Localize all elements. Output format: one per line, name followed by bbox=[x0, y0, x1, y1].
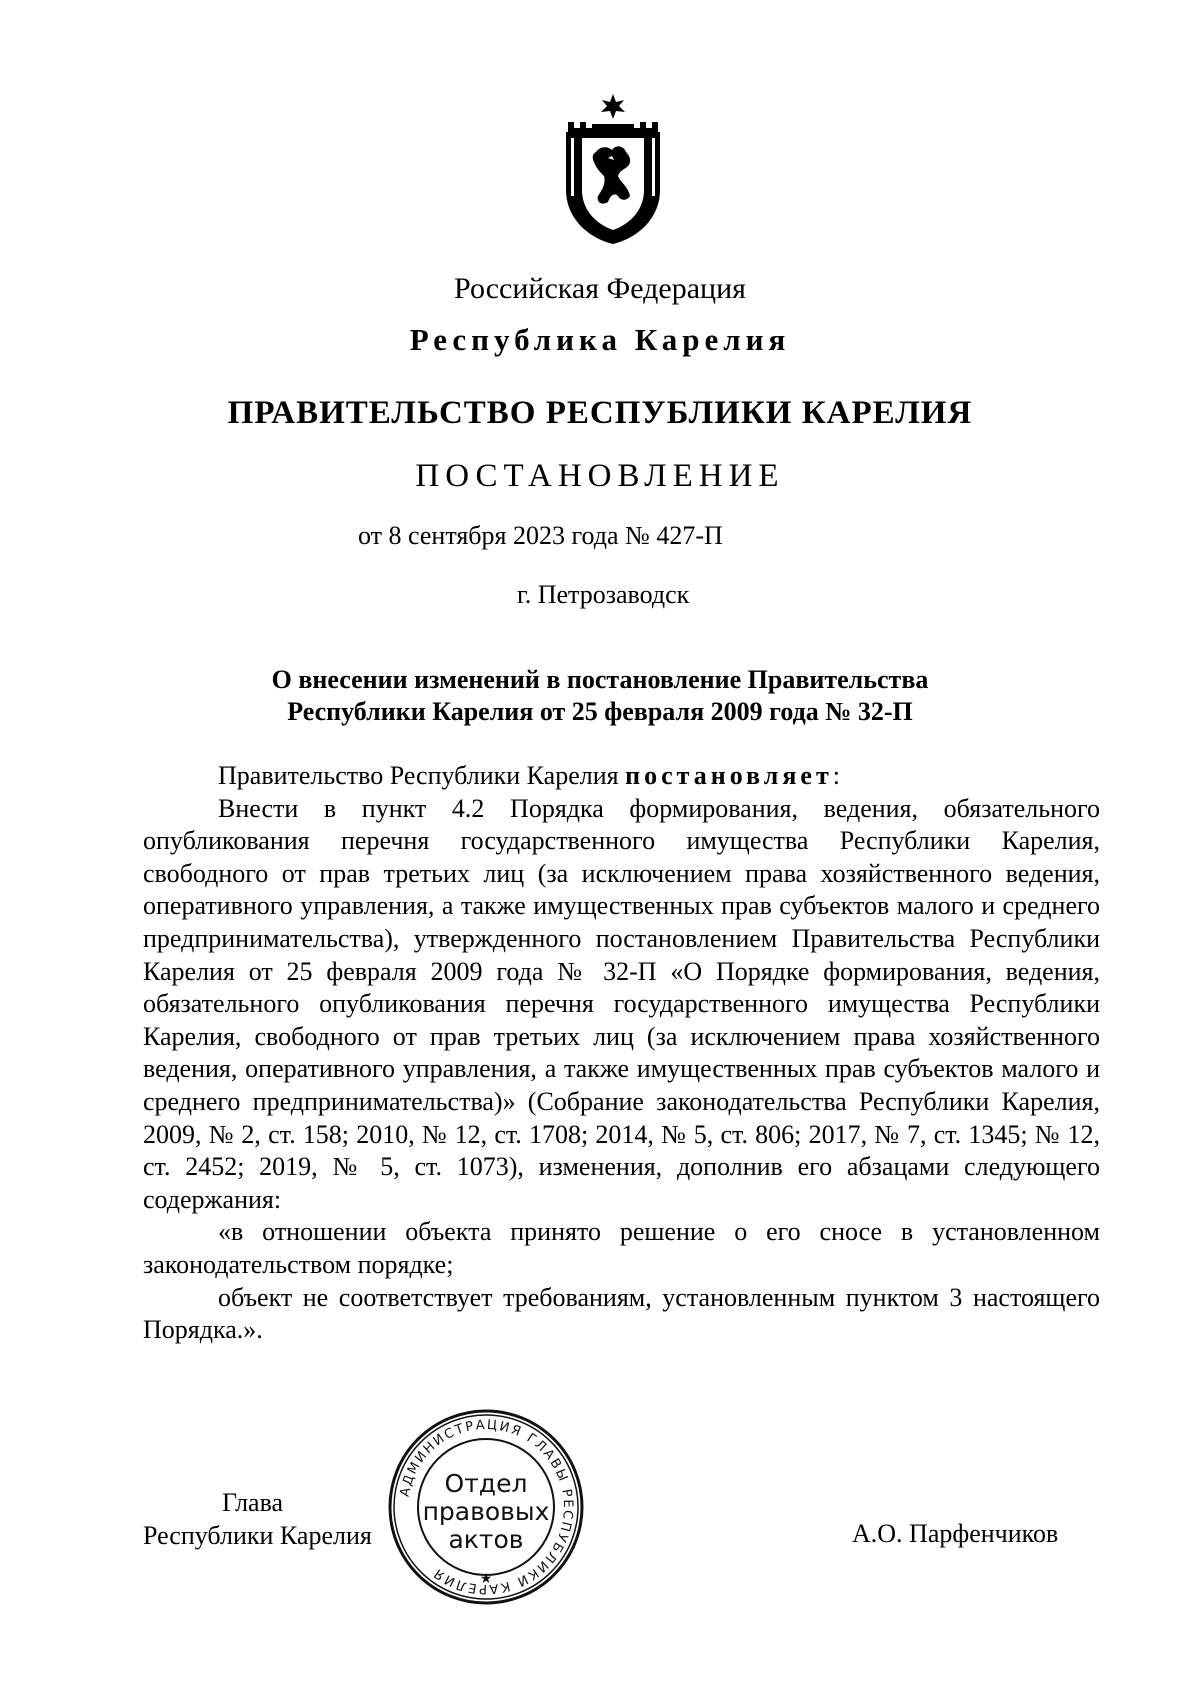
subject-line-1: О внесении изменений в постановление Правительства bbox=[271, 665, 929, 694]
stamp-ring-text: АДМИНИСТРАЦИЯ ГЛАВЫ РЕСПУБЛИКИ КАРЕЛИЯ bbox=[397, 1417, 576, 1597]
quote-paragraph-1: «в отношении объекта принято решение о его сносе в установленном законодательством порядке; bbox=[143, 1217, 1100, 1279]
signatory-title-line-1: Глава bbox=[222, 1488, 284, 1517]
quote-paragraph-2: объект не соответствует требованиям, установленным пунктом 3 настоящего Порядка.». bbox=[143, 1282, 1100, 1345]
document-type: ПОСТАНОВЛЕНИЕ bbox=[415, 458, 785, 494]
document-body bbox=[143, 760, 1100, 1347]
document-city: г. Петрозаводск bbox=[517, 580, 690, 609]
document-date-number: от 8 сентября 2023 года № 427-П bbox=[358, 521, 723, 550]
stamp-line-2: правовых bbox=[422, 1497, 550, 1526]
decree-word: постановляет bbox=[625, 761, 833, 790]
stamp-line-3: актов bbox=[448, 1525, 524, 1554]
document-subject bbox=[0, 664, 1200, 728]
signatory-name: А.О. Парфенчиков bbox=[852, 1519, 1059, 1548]
karelia-coat-of-arms-icon bbox=[562, 92, 664, 246]
legal-department-stamp bbox=[386, 1407, 586, 1607]
republic-name: Республика Карелия bbox=[409, 322, 791, 357]
signatory-title-line-2: Республики Карелия bbox=[143, 1521, 372, 1550]
main-paragraph: Внести в пункт 4.2 Порядка формирования, ведения, обязательного опубликования перечня государственного имущества Республики Карелия, свободного от прав третьих лиц (за исключением права хозяйственного ведения, оперативного управления, а также имущественных прав субъектов малого и среднего предпринимательства), утвержденного постановлением Правительства Республики Карелия от 25 февраля 2009 года № 32-П «О Порядке формирования, ведения, обязательного опубликования перечня государственного имущества Республики Карелия, свободного от прав третьих лиц (за исключением права хозяйственного ведения, оперативного управления, а также имущественных прав субъектов малого и среднего предпринимательства)» (Собрание законодательства Республики Карелия, 2009, № 2, ст. 158; 2010, № 12, ст. 1708; 2014, № 5, ст. 806; 2017, № 7, ст. 1345; № 12, ст. 2452; 2019, № 5, ст. 1073), изменения, дополнив его абзацами следующего содержания: bbox=[143, 793, 1100, 1214]
country-name: Российская Федерация bbox=[454, 272, 746, 305]
signatory-title bbox=[143, 1486, 372, 1552]
intro-colon: : bbox=[832, 761, 840, 790]
svg-text:★: ★ bbox=[479, 1572, 493, 1587]
intro-text: Правительство Республики Карелия bbox=[218, 761, 626, 790]
subject-line-2: Республики Карелия от 25 февраля 2009 года № 32-П bbox=[287, 697, 913, 726]
intro-paragraph bbox=[143, 760, 1100, 793]
stamp-line-1: Отдел bbox=[444, 1469, 528, 1498]
government-name: ПРАВИТЕЛЬСТВО РЕСПУБЛИКИ КАРЕЛИЯ bbox=[227, 395, 973, 431]
